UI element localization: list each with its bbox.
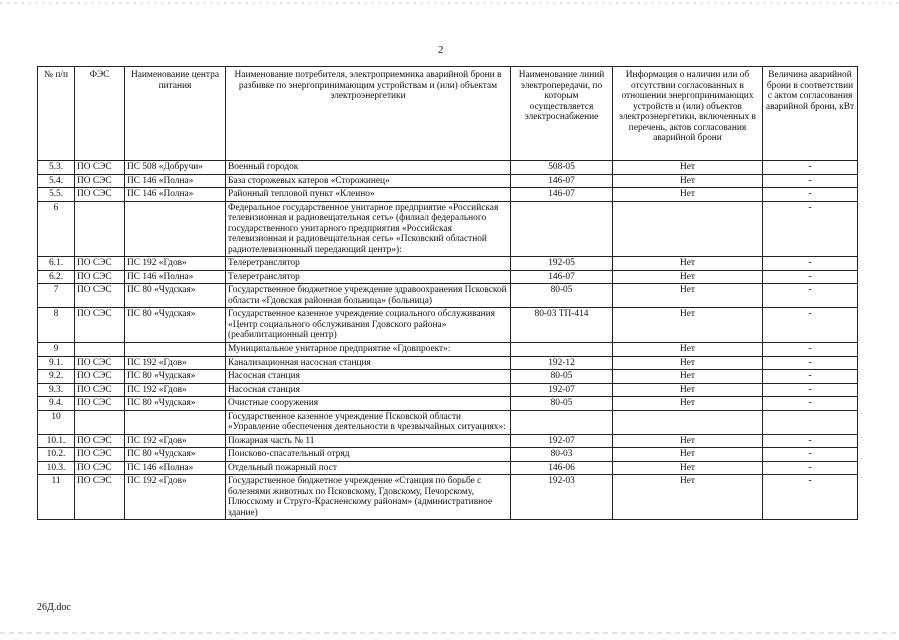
cell-fes: ПО СЭС: [75, 308, 125, 343]
cell-line: 192-07: [511, 383, 613, 397]
cell-center: [125, 410, 226, 434]
cell-value: -: [763, 370, 858, 384]
cell-consumer: Насосная станция: [226, 383, 511, 397]
cell-line: 146-06: [511, 461, 613, 475]
footer-filename: 26Д.doc: [37, 602, 71, 613]
cell-line: [511, 410, 613, 434]
cell-num: 5.4.: [38, 174, 75, 188]
cell-line: [511, 201, 613, 257]
cell-info: Нет: [613, 257, 763, 271]
table-row: [38, 342, 858, 356]
cell-info: Нет: [613, 370, 763, 384]
cell-num: 10.2.: [38, 448, 75, 462]
cell-line: 192-12: [511, 356, 613, 370]
cell-num: 10.3.: [38, 461, 75, 475]
table-row: [38, 270, 858, 284]
cell-value: -: [763, 270, 858, 284]
cell-consumer: Федеральное государственное унитарное предприятие «Российская телевизионная и радиовещательная сеть» (филиал федерального государственного унитарного предприятия «Российская телевизионная и радиовещательная сеть» «Псковский областной радиотелевизионный передающий центр»):: [226, 201, 511, 257]
cell-info: Нет: [613, 174, 763, 188]
cell-center: ПС 146 «Полна»: [125, 174, 226, 188]
cell-info: Нет: [613, 461, 763, 475]
cell-fes: ПО СЭС: [75, 397, 125, 411]
cell-value: -: [763, 383, 858, 397]
cell-fes: [75, 201, 125, 257]
cell-info: Нет: [613, 308, 763, 343]
cell-consumer: Государственное бюджетное учреждение здравоохранения Псковской области «Гдовская районная больница» (больница): [226, 284, 511, 308]
cell-value: -: [763, 342, 858, 356]
cell-info: Нет: [613, 434, 763, 448]
cell-consumer: Отдельный пожарный пост: [226, 461, 511, 475]
table-row: [38, 356, 858, 370]
cell-num: 8: [38, 308, 75, 343]
cell-value: -: [763, 448, 858, 462]
cell-center: ПС 146 «Полна»: [125, 188, 226, 202]
cell-line: 146-07: [511, 188, 613, 202]
cell-fes: ПО СЭС: [75, 475, 125, 520]
cell-num: 9: [38, 342, 75, 356]
cell-info: Нет: [613, 188, 763, 202]
cell-info: [613, 201, 763, 257]
header-center: Наименование центра питания: [125, 67, 226, 161]
cell-value: -: [763, 356, 858, 370]
cell-center: ПС 146 «Полна»: [125, 270, 226, 284]
cell-line: 80-05: [511, 397, 613, 411]
header-value: Величина аварийной брони в соответствии с актом согласования аварийной брони, кВт: [763, 67, 858, 161]
cell-fes: ПО СЭС: [75, 270, 125, 284]
cell-fes: ПО СЭС: [75, 188, 125, 202]
cell-num: 10: [38, 410, 75, 434]
cell-center: ПС 146 «Полна»: [125, 461, 226, 475]
table-row: [38, 461, 858, 475]
cell-fes: ПО СЭС: [75, 370, 125, 384]
cell-info: Нет: [613, 397, 763, 411]
reserve-table: [37, 66, 858, 520]
cell-center: ПС 192 «Гдов»: [125, 356, 226, 370]
header-fes: ФЭС: [75, 67, 125, 161]
cell-fes: ПО СЭС: [75, 161, 125, 175]
table-row: [38, 410, 858, 434]
cell-value: -: [763, 174, 858, 188]
cell-consumer: Районный тепловой пункт «Клеино»: [226, 188, 511, 202]
cell-fes: [75, 410, 125, 434]
header-line: Наименование линий электропередачи, по которым осуществляется электроснабжение: [511, 67, 613, 161]
cell-info: Нет: [613, 342, 763, 356]
table-row: [38, 257, 858, 271]
page-number: 2: [438, 44, 444, 56]
cell-value: -: [763, 461, 858, 475]
cell-num: 10.1.: [38, 434, 75, 448]
cell-info: Нет: [613, 448, 763, 462]
cell-value: -: [763, 308, 858, 343]
cell-fes: ПО СЭС: [75, 356, 125, 370]
cell-consumer: Государственное казенное учреждение социального обслуживания «Центр социального обслуживания Гдовского района» (реабилитационный центр): [226, 308, 511, 343]
cell-num: 5.5.: [38, 188, 75, 202]
cell-consumer: Поисково-спасательный отряд: [226, 448, 511, 462]
cell-center: ПС 80 «Чудская»: [125, 370, 226, 384]
cell-num: 9.4.: [38, 397, 75, 411]
cell-info: Нет: [613, 161, 763, 175]
cell-line: 508-05: [511, 161, 613, 175]
cell-num: 9.1.: [38, 356, 75, 370]
cell-line: [511, 342, 613, 356]
cell-value: -: [763, 161, 858, 175]
cell-center: ПС 192 «Гдов»: [125, 257, 226, 271]
cell-center: ПС 80 «Чудская»: [125, 308, 226, 343]
cell-fes: ПО СЭС: [75, 174, 125, 188]
header-num: № п/п: [38, 67, 75, 161]
cell-fes: ПО СЭС: [75, 257, 125, 271]
scan-noise-top: [0, 2, 899, 4]
cell-value: -: [763, 257, 858, 271]
cell-consumer: Насосная станция: [226, 370, 511, 384]
cell-center: ПС 80 «Чудская»: [125, 397, 226, 411]
cell-center: [125, 201, 226, 257]
cell-fes: ПО СЭС: [75, 434, 125, 448]
cell-line: 80-03: [511, 448, 613, 462]
cell-num: 9.2.: [38, 370, 75, 384]
cell-consumer: Государственное казенное учреждение Псковской области «Управление обеспечения деятельности в чрезвычайных ситуациях»:: [226, 410, 511, 434]
cell-info: Нет: [613, 284, 763, 308]
cell-line: 146-07: [511, 174, 613, 188]
cell-line: 80-05: [511, 370, 613, 384]
cell-line: 80-03 ТП-414: [511, 308, 613, 343]
cell-fes: ПО СЭС: [75, 284, 125, 308]
cell-consumer: Очистные сооружения: [226, 397, 511, 411]
cell-num: 9.3.: [38, 383, 75, 397]
table-row: [38, 161, 858, 175]
table-row: [38, 174, 858, 188]
cell-consumer: Телеретранслятор: [226, 270, 511, 284]
table-row: [38, 475, 858, 520]
table-row: [38, 370, 858, 384]
cell-line: 192-03: [511, 475, 613, 520]
cell-consumer: Муниципальное унитарное предприятие «Гдовпроект»:: [226, 342, 511, 356]
cell-fes: ПО СЭС: [75, 383, 125, 397]
cell-value: -: [763, 201, 858, 257]
cell-center: ПС 192 «Гдов»: [125, 475, 226, 520]
cell-center: ПС 192 «Гдов»: [125, 434, 226, 448]
scan-noise-bottom: [0, 632, 899, 634]
table-body: [38, 161, 858, 520]
cell-value: -: [763, 397, 858, 411]
cell-line: 80-05: [511, 284, 613, 308]
cell-info: Нет: [613, 270, 763, 284]
cell-info: [613, 410, 763, 434]
cell-consumer: Пожарная часть № 11: [226, 434, 511, 448]
cell-consumer: Военный городок: [226, 161, 511, 175]
cell-num: 7: [38, 284, 75, 308]
cell-num: 11: [38, 475, 75, 520]
cell-info: Нет: [613, 356, 763, 370]
table-row: [38, 308, 858, 343]
cell-consumer: Канализационная насосная станция: [226, 356, 511, 370]
header-info: Информация о наличии или об отсутствии согласованных в отношении энергопринимающих устройств и (или) объектов электроэнергетики, включенных в перечень, актов согласования аварийной брони: [613, 67, 763, 161]
table-row: [38, 284, 858, 308]
cell-consumer: База сторожевых катеров «Сторожинец»: [226, 174, 511, 188]
cell-value: -: [763, 284, 858, 308]
table-header-row: [38, 67, 858, 161]
table-row: [38, 397, 858, 411]
cell-consumer: Телеретранслятор: [226, 257, 511, 271]
cell-num: 6.1.: [38, 257, 75, 271]
table-row: [38, 201, 858, 257]
cell-center: [125, 342, 226, 356]
cell-line: 146-07: [511, 270, 613, 284]
cell-fes: ПО СЭС: [75, 448, 125, 462]
table-row: [38, 434, 858, 448]
table-row: [38, 383, 858, 397]
cell-num: 6.2.: [38, 270, 75, 284]
table-row: [38, 448, 858, 462]
cell-num: 5.3.: [38, 161, 75, 175]
cell-line: 192-05: [511, 257, 613, 271]
cell-fes: [75, 342, 125, 356]
cell-value: -: [763, 475, 858, 520]
cell-line: 192-07: [511, 434, 613, 448]
cell-center: ПС 80 «Чудская»: [125, 448, 226, 462]
table-row: [38, 188, 858, 202]
header-consumer: Наименование потребителя, электроприемника аварийной брони в разбивке по энергопринимающим устройствам и (или) объектам электроэнергетики: [226, 67, 511, 161]
cell-center: ПС 80 «Чудская»: [125, 284, 226, 308]
cell-value: -: [763, 434, 858, 448]
cell-value: [763, 410, 858, 434]
cell-info: Нет: [613, 383, 763, 397]
cell-center: ПС 192 «Гдов»: [125, 383, 226, 397]
cell-fes: ПО СЭС: [75, 461, 125, 475]
cell-num: 6: [38, 201, 75, 257]
cell-consumer: Государственное бюджетное учреждение «Станция по борьбе с болезнями животных по Псковскому, Гдовскому, Печорскому, Плюсскому и Струго-Красненскому районам» (административное здание): [226, 475, 511, 520]
cell-center: ПС 508 «Добручи»: [125, 161, 226, 175]
cell-info: Нет: [613, 475, 763, 520]
cell-value: -: [763, 188, 858, 202]
